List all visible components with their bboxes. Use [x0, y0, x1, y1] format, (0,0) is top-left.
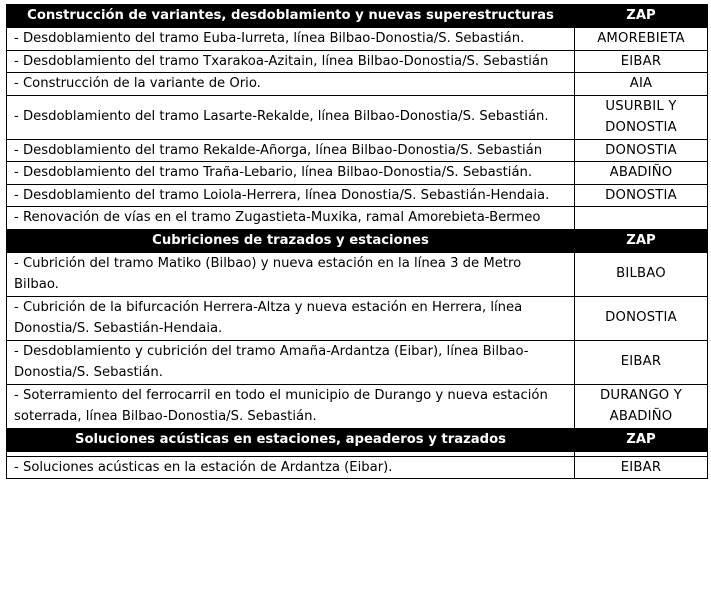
project-row	[7, 384, 708, 428]
project-description: - Desdoblamiento del tramo Rekalde-Añorga, línea Bilbao-Donostia/S. Sebastián	[7, 139, 575, 162]
project-row	[7, 28, 708, 51]
section-title: Construcción de variantes, desdoblamiento y nuevas superestructuras	[7, 5, 575, 28]
project-description: - Desdoblamiento del tramo Lasarte-Rekalde, línea Bilbao-Donostia/S. Sebastián.	[7, 95, 575, 139]
project-description: - Cubrición del tramo Matiko (Bilbao) y nueva estación en la línea 3 de Metro Bilbao.	[7, 252, 575, 296]
project-zone: BILBAO	[575, 252, 708, 296]
project-description: - Desdoblamiento del tramo Loiola-Herrera, línea Donostia/S. Sebastián-Hendaia.	[7, 184, 575, 207]
project-row	[7, 296, 708, 340]
project-zone: EIBAR	[575, 340, 708, 384]
zap-column-header: ZAP	[575, 5, 708, 28]
project-description: - Construcción de la variante de Orio.	[7, 73, 575, 96]
project-zone: ABADIÑO	[575, 162, 708, 185]
zap-column-header: ZAP	[575, 229, 708, 252]
project-zone: USURBIL Y DONOSTIA	[575, 95, 708, 139]
section-header-row	[7, 5, 708, 28]
project-row	[7, 139, 708, 162]
project-description: - Desdoblamiento del tramo Txarakoa-Azitain, línea Bilbao-Donostia/S. Sebastián	[7, 50, 575, 73]
project-row	[7, 340, 708, 384]
project-row	[7, 162, 708, 185]
project-row	[7, 73, 708, 96]
project-zone: EIBAR	[575, 456, 708, 479]
project-row	[7, 95, 708, 139]
project-description: - Desdoblamiento del tramo Euba-Iurreta, línea Bilbao-Donostia/S. Sebastián.	[7, 28, 575, 51]
project-description: - Cubrición de la bifurcación Herrera-Altza y nueva estación en Herrera, línea Donostia/S. Sebastián-Hendaia.	[7, 296, 575, 340]
section-header-row	[7, 428, 708, 451]
section-header-row	[7, 229, 708, 252]
project-zone: DONOSTIA	[575, 296, 708, 340]
project-zone: DONOSTIA	[575, 139, 708, 162]
project-description: - Soluciones acústicas en la estación de Ardantza (Eibar).	[7, 456, 575, 479]
project-row	[7, 252, 708, 296]
project-description: - Desdoblamiento y cubrición del tramo Amaña-Ardantza (Eibar), línea Bilbao-Donostia/S. Sebastián.	[7, 340, 575, 384]
project-row	[7, 50, 708, 73]
project-row	[7, 207, 708, 230]
project-description: - Desdoblamiento del tramo Traña-Lebario, línea Bilbao-Donostia/S. Sebastián.	[7, 162, 575, 185]
project-description: - Soterramiento del ferrocarril en todo el municipio de Durango y nueva estación soterrada, línea Bilbao-Donostia/S. Sebastián.	[7, 384, 575, 428]
projects-table-document	[6, 4, 707, 479]
project-zone: AMOREBIETA	[575, 28, 708, 51]
project-row	[7, 456, 708, 479]
projects-table	[6, 4, 708, 479]
project-zone: DURANGO Y ABADIÑO	[575, 384, 708, 428]
section-title: Cubriciones de trazados y estaciones	[7, 229, 575, 252]
project-description: - Renovación de vías en el tramo Zugastieta-Muxika, ramal Amorebieta-Bermeo	[7, 207, 575, 230]
section-title: Soluciones acústicas en estaciones, apeaderos y trazados	[7, 428, 575, 451]
project-zone	[575, 207, 708, 230]
project-zone: DONOSTIA	[575, 184, 708, 207]
project-zone: AIA	[575, 73, 708, 96]
zap-column-header: ZAP	[575, 428, 708, 451]
project-zone: EIBAR	[575, 50, 708, 73]
project-row	[7, 184, 708, 207]
